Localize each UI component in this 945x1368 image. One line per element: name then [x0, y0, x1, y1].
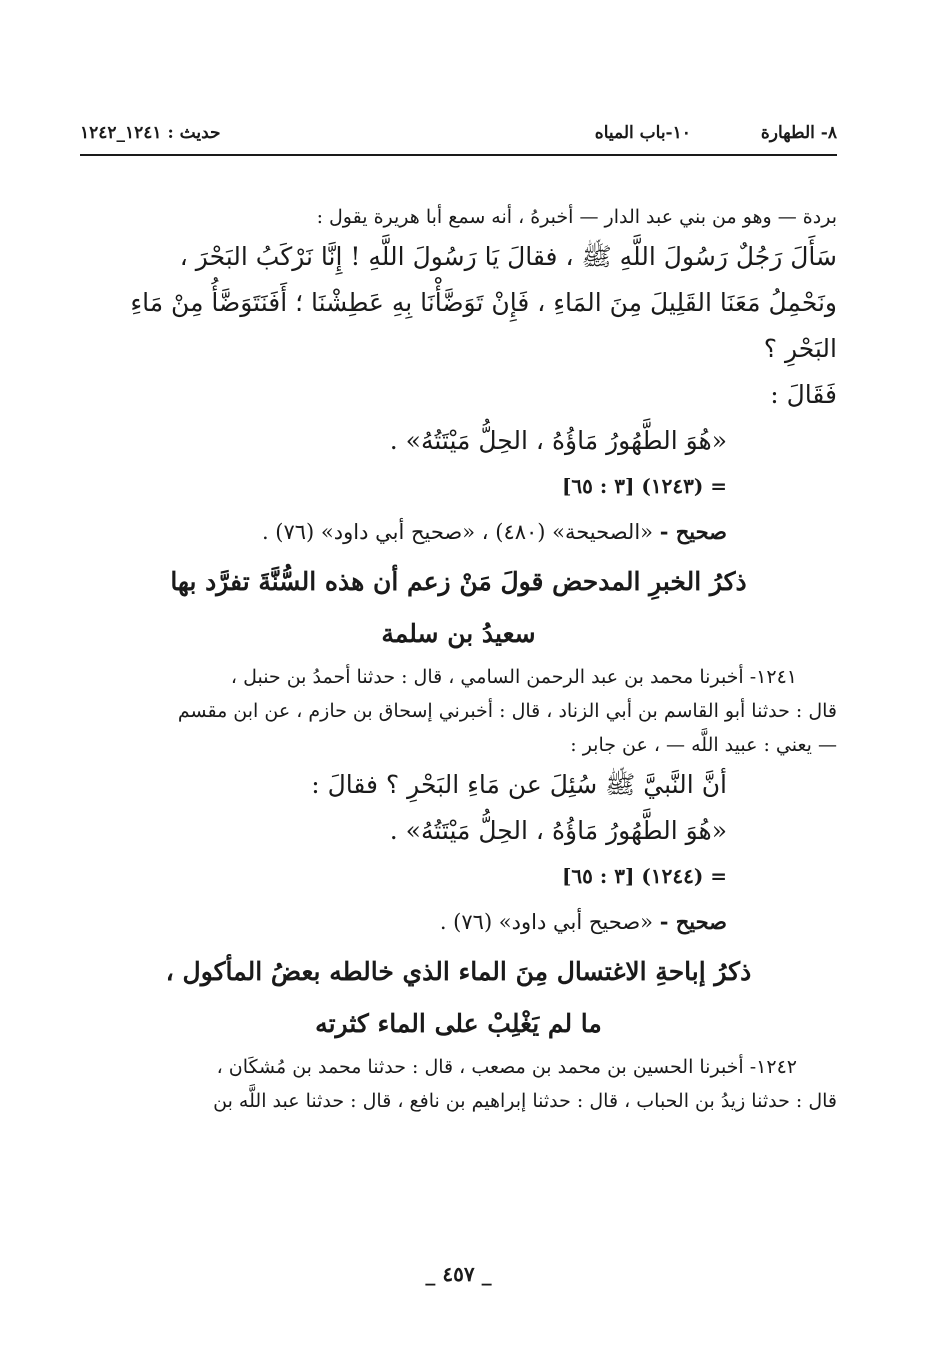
grade-label: صحيح - — [659, 519, 727, 544]
cross-reference: = (١٢٤٣) [٣ : ٦٥] — [561, 474, 727, 498]
isnad-line: قال : حدثنا زيدُ بن الحباب ، قال : حدثنا إبراهيم بن نافع ، قال : حدثنا عبد اللَّه بن — [213, 1090, 837, 1112]
chapter-heading: ما لم يَغْلِبْ على الماء كثرته — [315, 1009, 602, 1038]
grade-sources: «الصحيحة» (٤٨٠) ، «صحيح أبي داود» (٧٦) . — [261, 520, 653, 544]
running-header — [80, 118, 837, 148]
chapter-heading: سعيدُ بن سلمة — [381, 619, 536, 648]
hadith-text-line: ونَحْمِلُ مَعَنَا القَلِيلَ مِنَ المَاءِ ، فَإِنْ تَوَضَّأْنَا بِهِ عَطِشْنَا ؛ أَفَنَتَوَضَّأُ مِنْ مَاءِ البَحْرِ ؟ — [130, 288, 837, 363]
hadith-grade — [80, 508, 837, 556]
prophet-answer: «هُوَ الطَّهُورُ مَاؤُهُ ، الحِلُّ مَيْتَتُهُ» . — [389, 816, 727, 845]
isnad-line: قال : حدثنا أبو القاسم بن أبي الزناد ، قال : أخبرني إسحاق بن حازم ، عن ابن مقسم — [177, 700, 837, 722]
section-title: ١٠-باب المياه — [594, 123, 691, 143]
chapter-title: ٨- الطهارة — [760, 123, 837, 143]
hadith-range: حديث : ١٢٤١_١٢٤٢ — [80, 123, 221, 143]
isnad-line: — يعني : عبيد اللَّه — ، عن جابر : — [570, 734, 837, 756]
isnad-line: ١٢٤٢- أخبرنا الحسين بن محمد بن مصعب ، قال : حدثنا محمد بن مُشكَان ، — [216, 1056, 797, 1078]
isnad-line: ١٢٤١- أخبرنا محمد بن عبد الرحمن السامي ، قال : حدثنا أحمدُ بن حنبل ، — [230, 666, 797, 688]
book-page — [80, 0, 837, 1368]
hadith-text-line: سَأَلَ رَجُلٌ رَسُولَ اللَّهِ ﷺ ، فقالَ يَا رَسُولَ اللَّهِ ! إِنَّا نَرْكَبُ البَحْرَ ، — [179, 242, 837, 271]
hadith-grade — [80, 898, 837, 946]
chapter-heading: ذكرُ إباحةِ الاغتسال مِنَ الماء الذي خالطه بعضُ المأكول ، — [165, 957, 752, 986]
header-rule — [80, 154, 837, 156]
page-body — [80, 200, 837, 1118]
prophet-answer: «هُوَ الطَّهُورُ مَاؤُهُ ، الحِلُّ مَيْتَتُهُ» . — [389, 426, 727, 455]
page-number: _ ٤٥٧ _ — [425, 1262, 492, 1286]
grade-label: صحيح - — [659, 909, 727, 934]
chapter-heading: ذكرُ الخبرِ المدحض قولَ مَنْ زعم أن هذه السُّنَّةَ تفرَّد بها — [170, 567, 747, 596]
cross-reference: = (١٢٤٤) [٣ : ٦٥] — [561, 864, 727, 888]
header-titles — [595, 123, 837, 143]
hadith-text-line: أنَّ النَّبيَّ ﷺ سُئِلَ عن مَاءِ البَحْرِ ؟ فقالَ : — [311, 770, 727, 799]
grade-sources: «صحيح أبي داود» (٧٦) . — [439, 910, 653, 934]
hadith-text-line: فَقَالَ : — [770, 380, 837, 409]
isnad-continuation: بردة — وهو من بني عبد الدار — أخبرهُ ، أنه سمع أبا هريرة يقول : — [316, 206, 837, 228]
